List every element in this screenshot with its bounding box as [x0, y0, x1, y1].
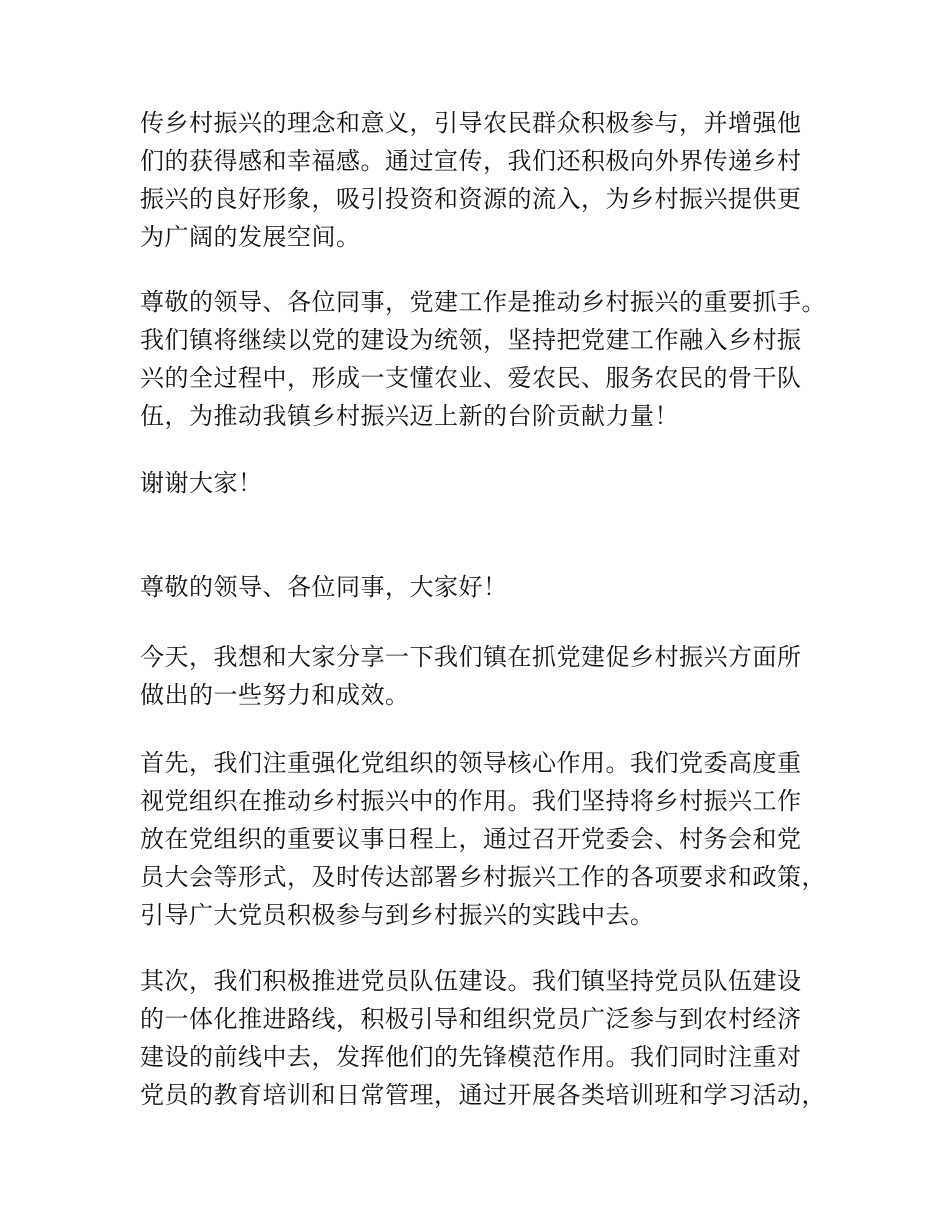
paragraph-7-line-1: 其次，我们积极推进党员队伍建设。我们镇坚持党员队伍建设 [140, 967, 802, 995]
paragraph-7-line-3: 建设的前线中去，发挥他们的先锋模范作用。我们同时注重对 [140, 1043, 802, 1071]
paragraph-2-line-4: 伍，为推动我镇乡村振兴迈上新的台阶贡献力量！ [140, 402, 679, 430]
paragraph-6-line-1: 首先，我们注重强化党组织的领导核心作用。我们党委高度重 [140, 749, 802, 777]
paragraph-3-line-1: 谢谢大家！ [140, 469, 263, 497]
paragraph-6-line-3: 放在党组织的重要议事日程上，通过召开党委会、村务会和党 [140, 825, 802, 853]
paragraph-2-line-1: 尊敬的领导、各位同事，党建工作是推动乡村振兴的重要抓手。 [140, 288, 826, 316]
paragraph-2-line-3: 兴的全过程中，形成一支懂农业、爱农民、服务农民的骨干队 [140, 364, 802, 392]
paragraph-1-line-4: 为广阔的发展空间。 [140, 223, 361, 251]
paragraph-6-line-4: 员大会等形式，及时传达部署乡村振兴工作的各项要求和政策， [140, 863, 826, 891]
paragraph-5-line-2: 做出的一些努力和成效。 [140, 681, 410, 709]
paragraph-7-line-2: 的一体化推进路线，积极引导和组织党员广泛参与到农村经济 [140, 1005, 802, 1033]
paragraph-1-line-1: 传乡村振兴的理念和意义，引导农民群众积极参与，并增强他 [140, 109, 802, 137]
paragraph-6-line-2: 视党组织在推动乡村振兴中的作用。我们坚持将乡村振兴工作 [140, 787, 802, 815]
paragraph-4-line-1: 尊敬的领导、各位同事，大家好！ [140, 573, 508, 601]
paragraph-1-line-2: 们的获得感和幸福感。通过宣传，我们还积极向外界传递乡村 [140, 147, 802, 175]
paragraph-2-line-2: 我们镇将继续以党的建设为统领，坚持把党建工作融入乡村振 [140, 326, 802, 354]
paragraph-1-line-3: 振兴的良好形象，吸引投资和资源的流入，为乡村振兴提供更 [140, 185, 802, 213]
paragraph-5-line-1: 今天，我想和大家分享一下我们镇在抓党建促乡村振兴方面所 [140, 643, 802, 671]
paragraph-7-line-4: 党员的教育培训和日常管理，通过开展各类培训班和学习活动， [140, 1081, 826, 1109]
paragraph-6-line-5: 引导广大党员积极参与到乡村振兴的实践中去。 [140, 901, 655, 929]
